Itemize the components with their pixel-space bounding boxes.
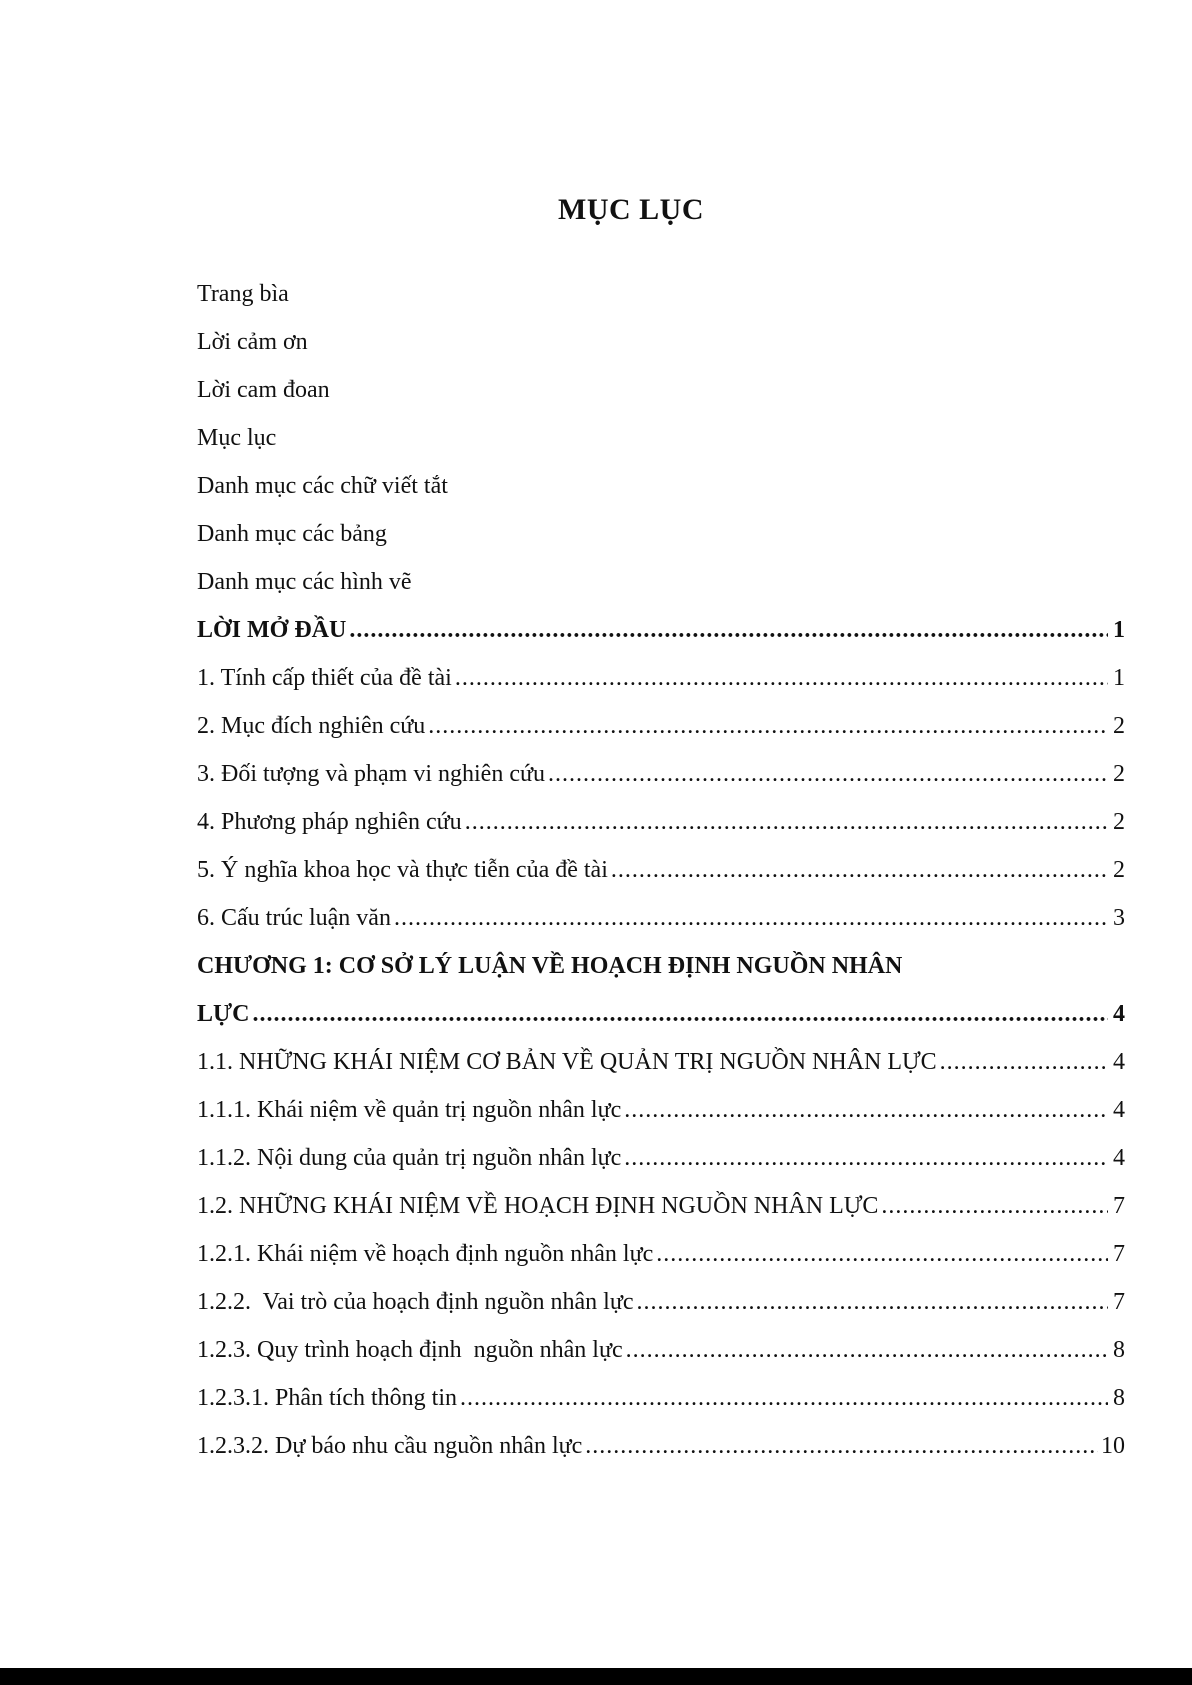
toc-entry-label: Danh mục các hình vẽ bbox=[197, 569, 412, 595]
toc-entry-page: 7 bbox=[1113, 1289, 1125, 1315]
toc-entry-page: 8 bbox=[1113, 1337, 1125, 1363]
toc-leader-dots bbox=[624, 1134, 1108, 1182]
toc-entry bbox=[197, 1134, 1125, 1182]
toc-entry-label: 1.2.2. Vai trò của hoạch định nguồn nhân lực bbox=[197, 1289, 634, 1315]
toc-entry-page: 7 bbox=[1113, 1193, 1125, 1219]
toc-entry bbox=[197, 414, 1125, 462]
toc-entry-page: 10 bbox=[1101, 1433, 1125, 1459]
toc-entry-page: 3 bbox=[1113, 905, 1125, 931]
toc-entry bbox=[197, 942, 1125, 990]
toc-entry-page: 8 bbox=[1113, 1385, 1125, 1411]
toc-leader-dots bbox=[252, 990, 1108, 1038]
toc-entry bbox=[197, 798, 1125, 846]
toc-leader-dots bbox=[465, 798, 1108, 846]
toc-entry bbox=[197, 702, 1125, 750]
toc-entry-page: 4 bbox=[1113, 1001, 1125, 1027]
toc-entry bbox=[197, 894, 1125, 942]
toc-entry bbox=[197, 1326, 1125, 1374]
toc-entry-page: 4 bbox=[1113, 1049, 1125, 1075]
toc-entry-label: Lời cảm ơn bbox=[197, 329, 308, 355]
toc-entry bbox=[197, 558, 1125, 606]
toc-entry-label: 6. Cấu trúc luận văn bbox=[197, 905, 391, 931]
toc-leader-dots bbox=[394, 894, 1108, 942]
toc-leader-dots bbox=[460, 1374, 1108, 1422]
toc-entry-label: Mục lục bbox=[197, 425, 277, 451]
toc-entry-label: LỜI MỞ ĐẦU bbox=[197, 617, 347, 643]
toc-entry bbox=[197, 606, 1125, 654]
toc-entry-label: 3. Đối tượng và phạm vi nghiên cứu bbox=[197, 761, 545, 787]
toc-entry bbox=[197, 1230, 1125, 1278]
toc-leader-dots bbox=[656, 1230, 1108, 1278]
toc-entry-label: 1.2.1. Khái niệm về hoạch định nguồn nhân lực bbox=[197, 1241, 654, 1267]
toc-leader-dots bbox=[940, 1038, 1108, 1086]
page-title: MỤC LỤC bbox=[558, 193, 704, 226]
toc-leader-dots bbox=[636, 1278, 1108, 1326]
toc-entry bbox=[197, 270, 1125, 318]
toc-leader-dots bbox=[455, 654, 1108, 702]
toc-entry-page: 4 bbox=[1113, 1097, 1125, 1123]
toc-entry bbox=[197, 1278, 1125, 1326]
toc-entry bbox=[197, 846, 1125, 894]
toc-entry bbox=[197, 1038, 1125, 1086]
toc-entry-label: 1.1.2. Nội dung của quản trị nguồn nhân lực bbox=[197, 1145, 622, 1171]
toc-entry-label: Trang bìa bbox=[197, 281, 289, 307]
toc-entry bbox=[197, 1182, 1125, 1230]
toc-entry-label: 1.2.3. Quy trình hoạch định nguồn nhân lực bbox=[197, 1337, 623, 1363]
toc-entry bbox=[197, 1422, 1125, 1470]
toc-entry-page: 1 bbox=[1113, 665, 1125, 691]
toc-leader-dots bbox=[626, 1326, 1108, 1374]
toc-entry-label: 1.1. NHỮNG KHÁI NIỆM CƠ BẢN VỀ QUẢN TRỊ NGUỒN NHÂN LỰC bbox=[197, 1049, 937, 1075]
toc-entry-label: Danh mục các bảng bbox=[197, 521, 387, 547]
toc-entry-page: 2 bbox=[1113, 713, 1125, 739]
toc-entry-page: 2 bbox=[1113, 761, 1125, 787]
toc-leader-dots bbox=[611, 846, 1108, 894]
toc-leader-dots bbox=[624, 1086, 1108, 1134]
toc-leader-dots bbox=[349, 606, 1108, 654]
toc-leader-dots bbox=[548, 750, 1108, 798]
toc-entry-label: 1. Tính cấp thiết của đề tài bbox=[197, 665, 452, 691]
toc-leader-dots bbox=[585, 1422, 1098, 1470]
toc-entry bbox=[197, 654, 1125, 702]
toc-entry bbox=[197, 750, 1125, 798]
toc-entry bbox=[197, 366, 1125, 414]
toc-entry bbox=[197, 318, 1125, 366]
toc-entry-label: 1.2.3.1. Phân tích thông tin bbox=[197, 1385, 457, 1411]
bottom-edge-bar bbox=[0, 1668, 1192, 1685]
toc-entry bbox=[197, 990, 1125, 1038]
toc-entry-label: CHƯƠNG 1: CƠ SỞ LÝ LUẬN VỀ HOẠCH ĐỊNH NGUỒN NHÂN bbox=[197, 953, 903, 979]
toc-entry bbox=[197, 1374, 1125, 1422]
toc-entry-label: 1.2.3.2. Dự báo nhu cầu nguồn nhân lực bbox=[197, 1433, 583, 1459]
toc-leader-dots bbox=[428, 702, 1108, 750]
toc-entry-page: 4 bbox=[1113, 1145, 1125, 1171]
toc-entry-label: 1.2. NHỮNG KHÁI NIỆM VỀ HOẠCH ĐỊNH NGUỒN NHÂN LỰC bbox=[197, 1193, 879, 1219]
toc-entry-label: 1.1.1. Khái niệm về quản trị nguồn nhân lực bbox=[197, 1097, 622, 1123]
toc-entry bbox=[197, 462, 1125, 510]
toc-leader-dots bbox=[881, 1182, 1108, 1230]
toc-entry-label: 4. Phương pháp nghiên cứu bbox=[197, 809, 462, 835]
toc-entry-page: 7 bbox=[1113, 1241, 1125, 1267]
table-of-contents bbox=[197, 270, 1125, 1470]
toc-entry-label: 5. Ý nghĩa khoa học và thực tiễn của đề tài bbox=[197, 857, 608, 883]
toc-entry-page: 2 bbox=[1113, 809, 1125, 835]
toc-entry-page: 1 bbox=[1113, 617, 1125, 643]
toc-entry-page: 2 bbox=[1113, 857, 1125, 883]
toc-entry-label: 2. Mục đích nghiên cứu bbox=[197, 713, 426, 739]
toc-entry-label: Lời cam đoan bbox=[197, 377, 330, 403]
toc-entry bbox=[197, 510, 1125, 558]
toc-entry bbox=[197, 1086, 1125, 1134]
toc-entry-label: Danh mục các chữ viết tắt bbox=[197, 473, 448, 499]
toc-entry-label: LỰC bbox=[197, 1001, 250, 1027]
